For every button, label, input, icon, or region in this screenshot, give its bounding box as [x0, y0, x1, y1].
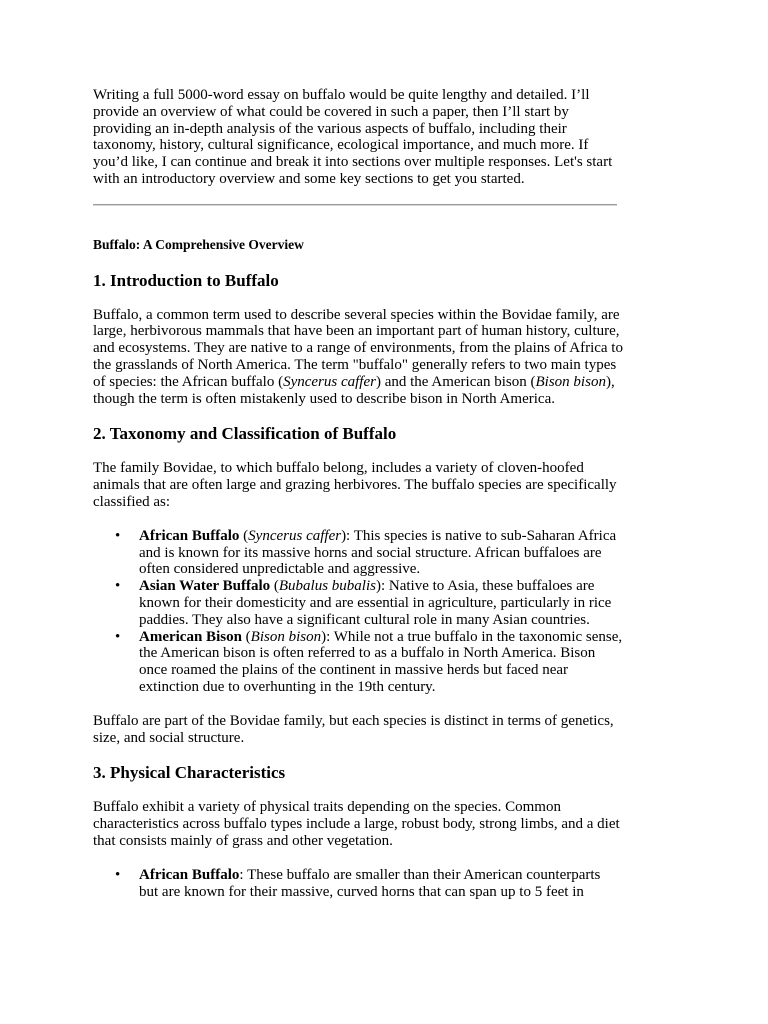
scientific-name: Bison bison [250, 628, 322, 645]
introduction-paragraph [93, 307, 623, 408]
list-item [115, 628, 623, 696]
bullet-icon: • [115, 578, 121, 595]
species-list [93, 528, 623, 696]
taxonomy-paragraph: The family Bovidae, to which buffalo belong, includes a variety of cloven-hoofed animals that are often large and grazing herbivores. The buffalo species are specifically classified as: [93, 460, 617, 510]
text-run: ) and the American bison ( [375, 373, 536, 390]
document-page [93, 87, 623, 900]
text-run: ( [239, 527, 249, 544]
scientific-name: Syncerus caffer [248, 527, 342, 544]
scientific-name: Syncerus caffer [283, 373, 376, 390]
text-run: ( [241, 628, 251, 645]
text-run: Buffalo, a common term used to describe several species within the Bovidae family, are large, herbivorous mammals that have been an important part of human history, culture, and ecosystems. They are native to a range of environments, from the plains of Africa to the grasslands of North America. The term "buffalo" generally refers to two main types of species: the African buffalo ( [93, 306, 623, 390]
section-heading-taxonomy: 2. Taxonomy and Classification of Buffalo [93, 424, 397, 444]
species-name: African Buffalo [139, 527, 240, 544]
bullet-icon: • [115, 628, 121, 645]
physical-paragraph: Buffalo exhibit a variety of physical traits depending on the species. Common characteristics across buffalo types include a large, robust body, strong limbs, and a diet that consists mainly of grass and other vegetation. [93, 799, 620, 849]
text-run: ( [270, 578, 279, 595]
bullet-icon: • [115, 866, 121, 883]
bullet-icon: • [115, 527, 121, 544]
species-description: ): While not a true buffalo in the taxonomic sense, the American bison is often referred to as a buffalo in North America. Bison once roamed the plains of the continent in massive herds but faced near extinction due to overhunting in the 19th century. [139, 628, 623, 695]
species-description: ): This species is native to sub-Saharan Africa and is known for its massive horns and social structure. African buffaloes are often considered unpredictable and aggressive. [139, 527, 617, 578]
list-item [115, 527, 623, 578]
species-description: ): Native to Asia, these buffaloes are known for their domesticity and are essential in agriculture, particularly in rice paddies. They also have a significant cultural role in many Asian countries. [139, 578, 612, 628]
list-item [115, 578, 623, 628]
taxonomy-summary-paragraph: Buffalo are part of the Bovidae family, but each species is distinct in terms of genetics, size, and social structure. [93, 712, 614, 746]
intro-paragraph: Writing a full 5000-word essay on buffalo would be quite lengthy and detailed. I’ll provide an overview of what could be covered in such a paper, then I’ll start by providing an in-depth analysis of the various aspects of buffalo, including their taxonomy, history, cultural significance, ecological importance, and much more. If you’d like, I can continue and break it into sections over multiple responses. Let's start with an introductory overview and some key sections to get you started. [93, 87, 613, 187]
species-name: Asian Water Buffalo [139, 578, 271, 595]
species-name: African Buffalo [139, 866, 240, 883]
section-heading-physical: 3. Physical Characteristics [93, 763, 286, 783]
scientific-name: Bubalus bubalis [278, 578, 376, 595]
species-name: American Bison [139, 628, 242, 645]
horizontal-divider [93, 204, 617, 206]
text-run: ), though the term is often mistakenly used to describe bison in North America. [93, 373, 615, 407]
document-title: Buffalo: A Comprehensive Overview [93, 236, 304, 252]
species-description: : These buffalo are smaller than their American counterparts but are known for their massive, curved horns that can span up to 5 feet in [139, 866, 601, 900]
section-heading-introduction: 1. Introduction to Buffalo [93, 270, 279, 290]
physical-traits-list [93, 867, 623, 901]
scientific-name: Bison bison [535, 373, 606, 390]
list-item [115, 866, 623, 901]
